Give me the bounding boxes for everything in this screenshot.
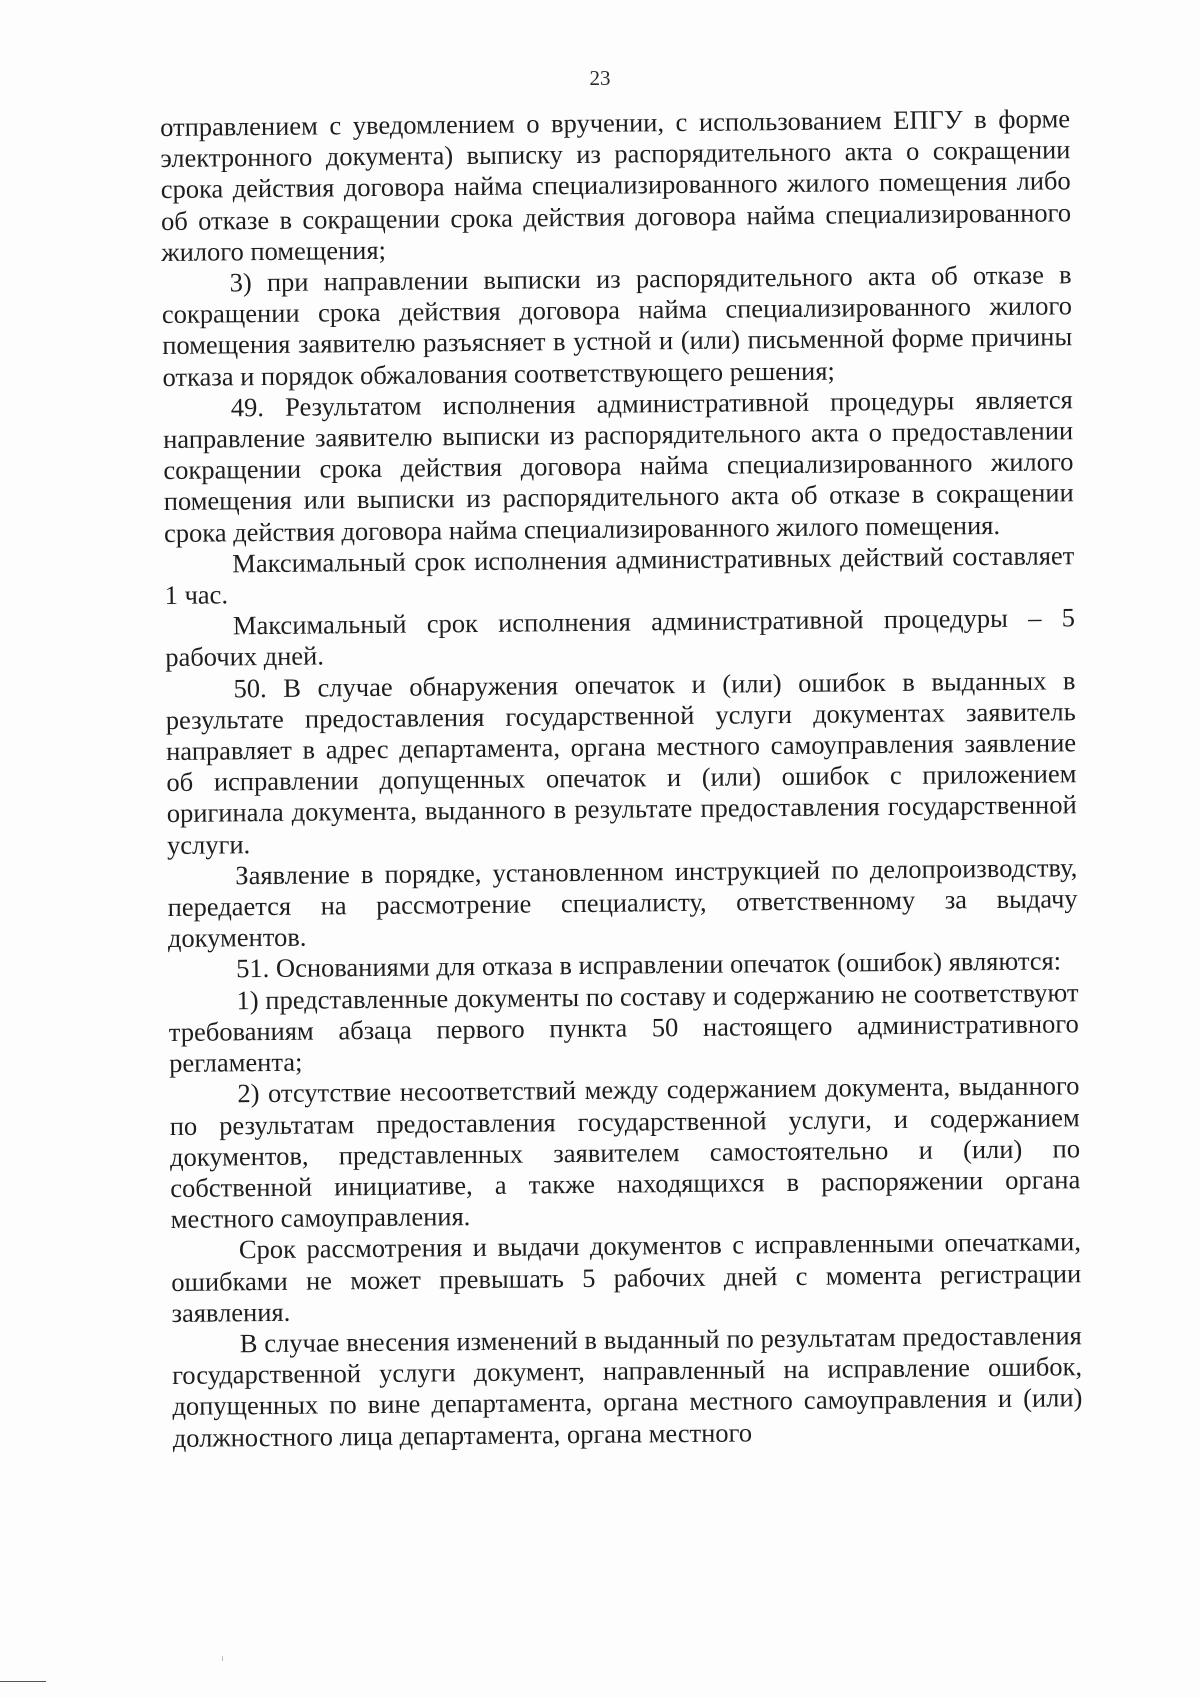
document-body <box>160 103 1083 1453</box>
paragraph: Заявление в порядке, установленном инструкцией по делопроизводству, передается на рассмотрение специалисту, ответственному за выдачу документов. <box>167 852 1078 954</box>
paragraph: 51. Основаниями для отказа в исправлении опечаток (ошибок) являются: <box>236 945 1062 984</box>
paragraph: 49. Результатом исполнения административной процедуры является направление заявителю выписки из распорядительного акта о предоставлении сокращении срока действия договора найма специализированного жилого помещения или выписки из распорядительного акта об отказе в сокращении срока действия договора найма специализированного жилого помещения. <box>162 384 1074 548</box>
paragraph: В случае внесения изменений в выданный по результатам предоставления государственной услуги документ, направленный на исправление ошибок, допущенных по вине департамента, органа местного самоуправления и (или) должностного лица департамента, органа местного <box>171 1320 1083 1453</box>
paragraph: Максимальный срок исполнения административных действий составляет 1 час. <box>164 540 1075 611</box>
paragraph: 3) при направлении выписки из распорядительного акта об отказе в сокращении срока действия договора найма специализированного жилого помещения заявителю разъясняет в устной и (или) письменной форме причины отказа и порядок обжалования соответствующего решения; <box>161 259 1073 392</box>
scan-edge-mark <box>0 1681 46 1682</box>
paragraph: Максимальный срок исполнения административной процедуры – 5 рабочих дней. <box>165 602 1076 673</box>
paragraph: Срок рассмотрения и выдачи документов с исправленными опечатками, ошибками не может превышать 5 рабочих дней с момента регистрации заявления. <box>171 1226 1082 1328</box>
scan-dust-mark <box>222 1656 223 1661</box>
page-number: 23 <box>589 66 611 90</box>
paragraph: 2) отсутствие несоответствий между содержанием документа, выданного по результатам предоставления государственной услуги, и содержанием документов, представленных заявителем самостоятельно и (или) по собственной инициативе, а также находящихся в распоряжении органа местного самоуправления. <box>169 1070 1081 1235</box>
paragraph: 1) представленные документы по составу и содержанию не соответствуют требованиям абзаца первого пункта 50 настоящего административного регламента; <box>168 976 1079 1079</box>
paragraph: 50. В случае обнаружения опечаток и (или) ошибок в выданных в результате предоставления государственной услуги документах заявитель направляет в адрес департамента, органа местного самоуправления заявление об исправлении допущенных опечаток и (или) ошибок с приложением оригинала документа, выданного в результате предоставления государственной услуги. <box>165 664 1077 860</box>
paragraph: отправлением с уведомлением о вручении, с использованием ЕПГУ в форме электронного документа) выписку из распорядительного акта о сокращении срока действия договора найма специализированного жилого помещения либо об отказе в сокращении срока действия договора найма специализированного жилого помещения; <box>160 103 1072 267</box>
